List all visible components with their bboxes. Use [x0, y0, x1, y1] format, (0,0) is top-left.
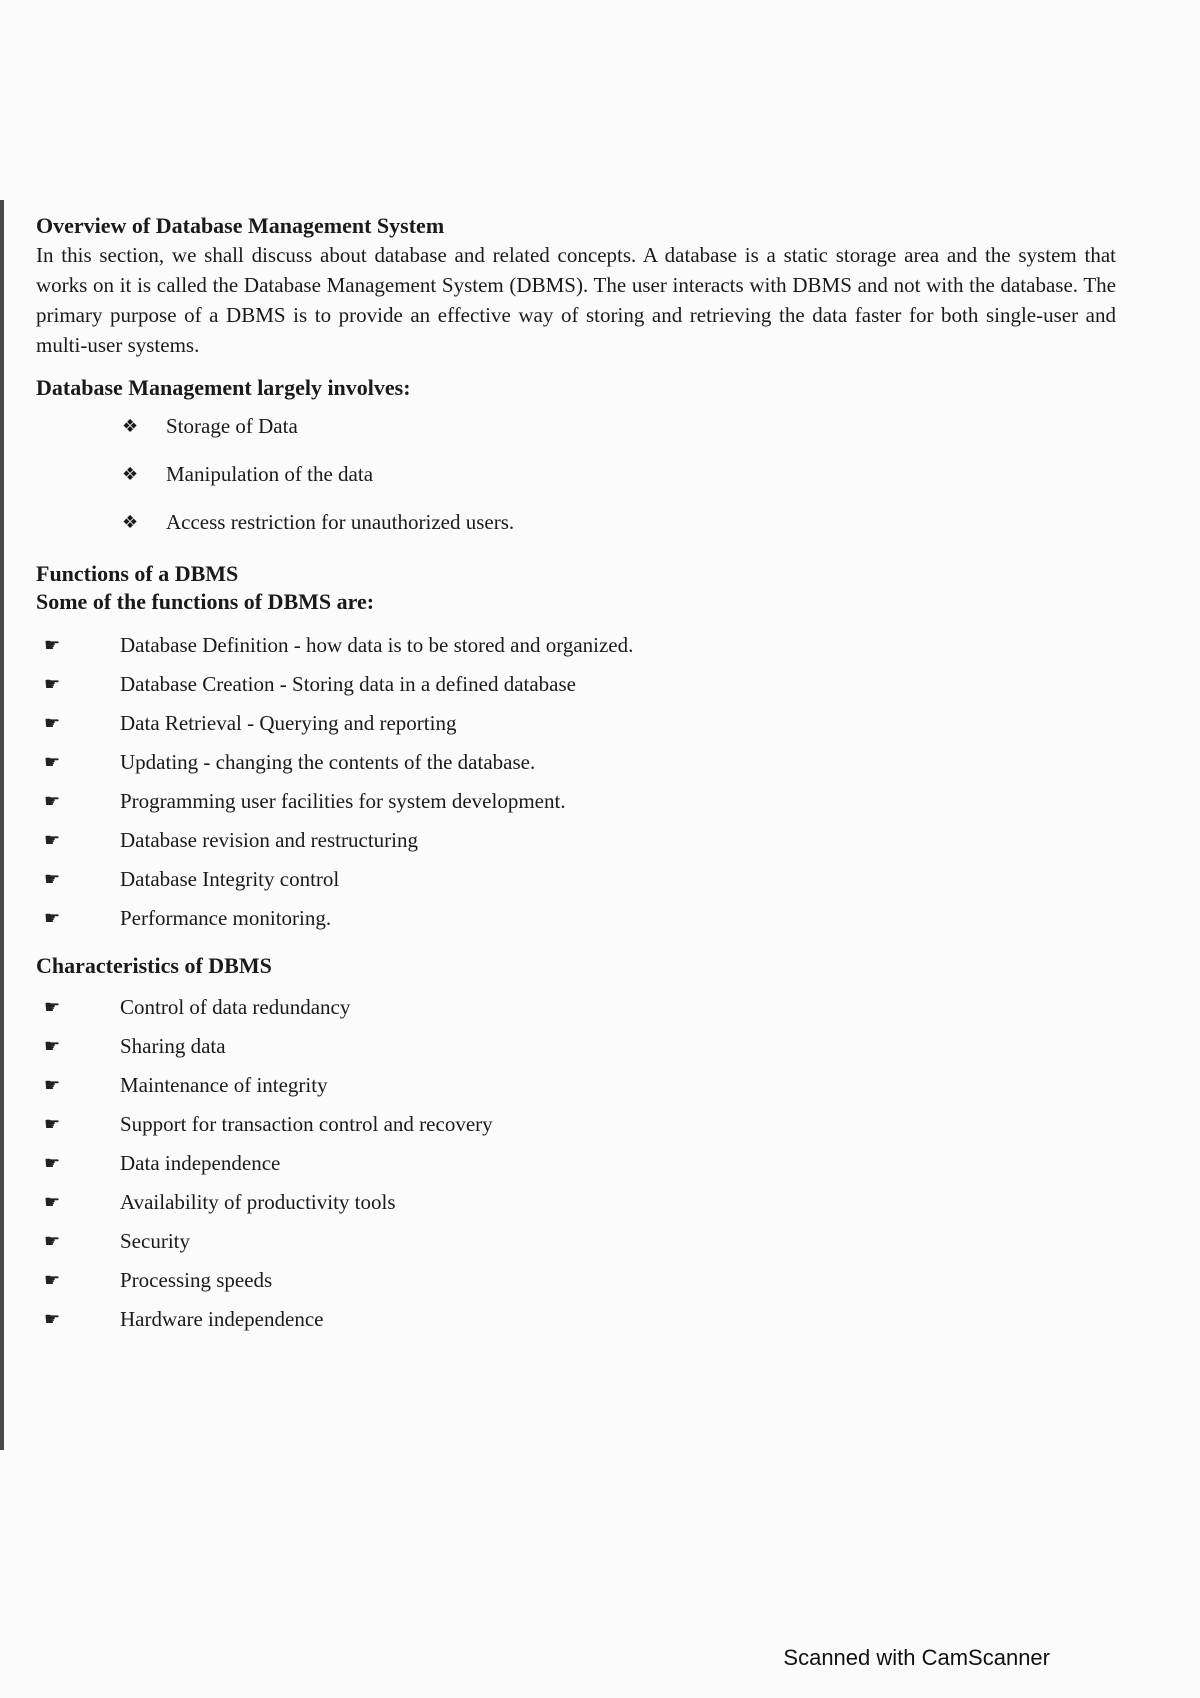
- pointing-hand-icon: ☛: [44, 997, 61, 1018]
- list-item-text: Support for transaction control and recovery: [120, 1112, 493, 1136]
- overview-paragraph: In this section, we shall discuss about database and related concepts. A database is a static storage area and the system that works on it is called the Database Management System (DBMS). The user interacts with DBMS and not with the database. The primary purpose of a DBMS is to provide an effective way of storing and retrieving the data faster for both single-user and multi-user systems.: [36, 243, 1116, 357]
- list-item: [36, 1261, 1116, 1300]
- pointing-hand-icon: ☛: [44, 908, 61, 929]
- list-item: [36, 1144, 1116, 1183]
- list-item-text: Hardware independence: [120, 1307, 324, 1331]
- list-item-text: Data Retrieval - Querying and reporting: [120, 711, 457, 735]
- list-item: [36, 1183, 1116, 1222]
- list-item-text: Control of data redundancy: [120, 995, 351, 1019]
- pointing-hand-icon: ☛: [44, 1114, 61, 1135]
- pointing-hand-icon: ☛: [44, 635, 61, 656]
- pointing-hand-icon: ☛: [44, 674, 61, 695]
- list-item-text: Programming user facilities for system development.: [120, 789, 566, 813]
- pointing-hand-icon: ☛: [44, 713, 61, 734]
- document-content: [36, 212, 1116, 1339]
- list-item: [36, 450, 1116, 498]
- list-item-text: Storage of Data: [166, 413, 298, 438]
- list-item: [36, 743, 1116, 782]
- list-item: [36, 704, 1116, 743]
- characteristics-list: [36, 988, 1116, 1339]
- list-item-text: Performance monitoring.: [120, 906, 332, 930]
- overview-heading: Overview of Database Management System: [36, 213, 445, 238]
- pointing-hand-icon: ☛: [44, 869, 61, 890]
- list-item-text: Manipulation of the data: [166, 461, 374, 486]
- list-item-text: Maintenance of integrity: [120, 1073, 328, 1097]
- list-item: [36, 988, 1116, 1027]
- pointing-hand-icon: ☛: [44, 1270, 61, 1291]
- list-item: [36, 899, 1116, 938]
- pointing-hand-icon: ☛: [44, 830, 61, 851]
- list-item: [36, 665, 1116, 704]
- list-item-text: Security: [120, 1229, 190, 1253]
- involves-list: [36, 402, 1116, 546]
- pointing-hand-icon: ☛: [44, 1036, 61, 1057]
- functions-subheading: Some of the functions of DBMS are:: [36, 589, 375, 614]
- list-item: [36, 1066, 1116, 1105]
- list-item-text: Database Definition - how data is to be stored and organized.: [120, 633, 634, 657]
- functions-heading: Functions of a DBMS: [36, 561, 239, 586]
- list-item: [36, 1222, 1116, 1261]
- characteristics-heading: Characteristics of DBMS: [36, 953, 272, 978]
- pointing-hand-icon: ☛: [44, 752, 61, 773]
- list-item-text: Updating - changing the contents of the database.: [120, 750, 536, 774]
- list-item-text: Database Integrity control: [120, 867, 340, 891]
- diamond-bullet-icon: ❖: [122, 415, 139, 437]
- list-item: [36, 1027, 1116, 1066]
- list-item-text: Database Creation - Storing data in a defined database: [120, 672, 576, 696]
- functions-list: [36, 626, 1116, 938]
- pointing-hand-icon: ☛: [44, 1153, 61, 1174]
- list-item: [36, 782, 1116, 821]
- list-item-text: Database revision and restructuring: [120, 828, 418, 852]
- diamond-bullet-icon: ❖: [122, 511, 139, 533]
- list-item: [36, 1300, 1116, 1339]
- list-item-text: Access restriction for unauthorized users.: [166, 509, 515, 534]
- pointing-hand-icon: ☛: [44, 1192, 61, 1213]
- pointing-hand-icon: ☛: [44, 1309, 61, 1330]
- pointing-hand-icon: ☛: [44, 1075, 61, 1096]
- list-item: [36, 1105, 1116, 1144]
- list-item-text: Data independence: [120, 1151, 281, 1175]
- diamond-bullet-icon: ❖: [122, 463, 139, 485]
- list-item: [36, 860, 1116, 899]
- list-item: [36, 402, 1116, 450]
- pointing-hand-icon: ☛: [44, 1231, 61, 1252]
- camscanner-watermark: Scanned with CamScanner: [783, 1645, 1050, 1670]
- list-item: [36, 821, 1116, 860]
- list-item-text: Sharing data: [120, 1034, 226, 1058]
- list-item: [36, 498, 1116, 546]
- list-item-text: Processing speeds: [120, 1268, 273, 1292]
- list-item: [36, 626, 1116, 665]
- pointing-hand-icon: ☛: [44, 791, 61, 812]
- involves-heading: Database Management largely involves:: [36, 375, 411, 400]
- page-edge-shadow: [0, 200, 4, 1450]
- list-item-text: Availability of productivity tools: [120, 1190, 396, 1214]
